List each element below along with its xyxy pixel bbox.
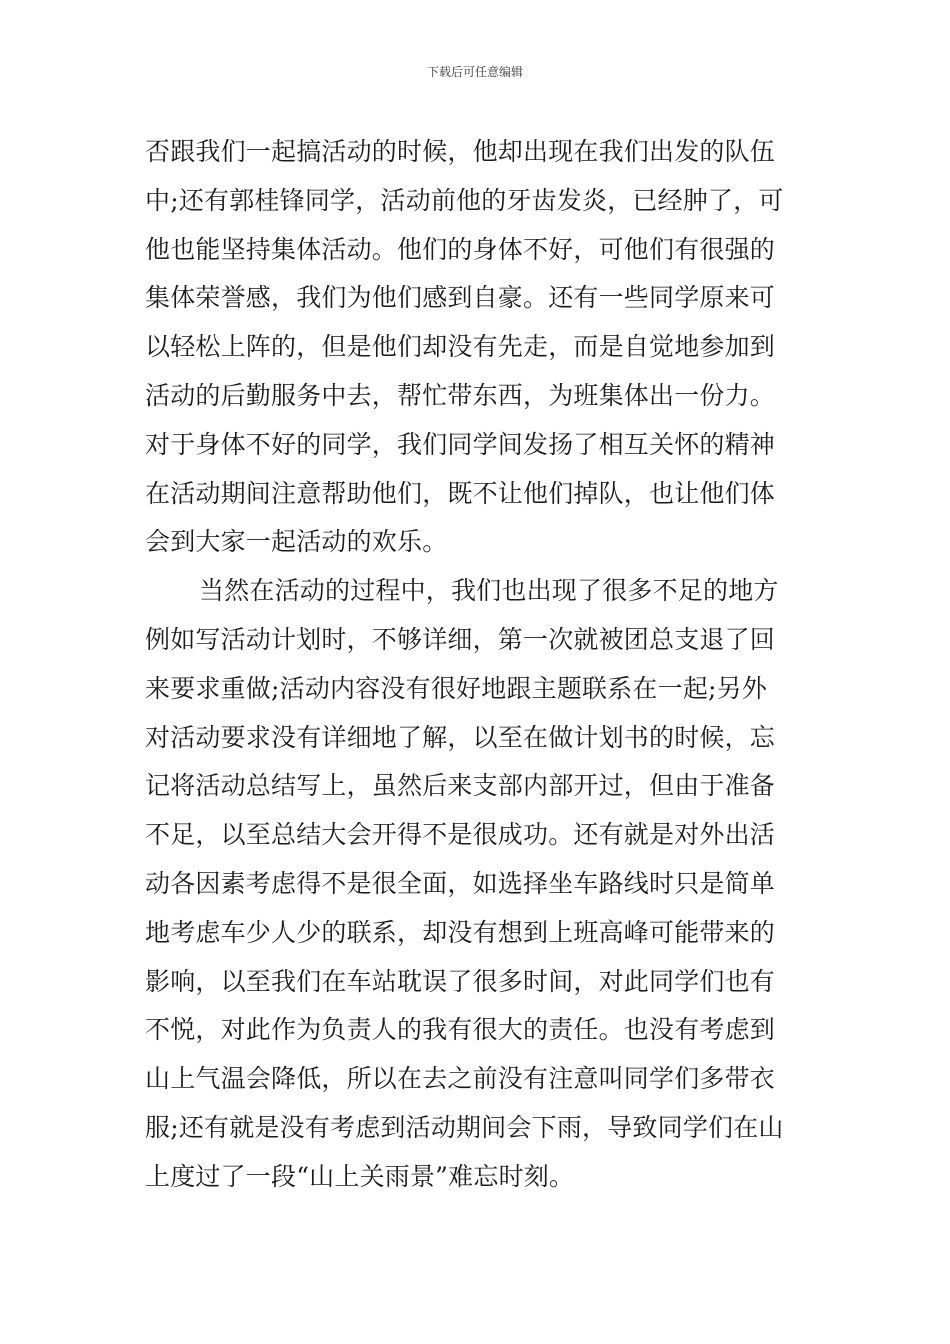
text-line: 在活动期间注意帮助他们，既不让他们掉队，也让他们体 bbox=[145, 478, 776, 508]
document-body bbox=[145, 128, 810, 1202]
text-line-indented: 当然在活动的过程中，我们也出现了很多不足的地方 bbox=[199, 576, 779, 606]
paragraph-1 bbox=[145, 128, 810, 567]
text-line: 活动的后勤服务中去，帮忙带东西，为班集体出一份力。 bbox=[145, 380, 776, 410]
text-line: 服;还有就是没有考虑到活动期间会下雨，导致同学们在山 bbox=[145, 1112, 784, 1142]
text-line: 山上气温会降低，所以在去之前没有注意叫同学们多带衣 bbox=[145, 1064, 776, 1094]
text-line: 不足，以至总结大会开得不是很成功。还有就是对外出活 bbox=[145, 820, 776, 850]
text-line: 地考虑车少人少的联系，却没有想到上班高峰可能带来的 bbox=[145, 917, 776, 947]
page-header: 下载后可任意编辑 bbox=[426, 65, 523, 79]
text-line: 不悦，对此作为负责人的我有很大的责任。也没有考虑到 bbox=[145, 1015, 776, 1045]
text-line: 动各因素考虑得不是很全面，如选择坐车路线时只是简单 bbox=[145, 868, 776, 898]
text-line: 上度过了一段“山上关雨景”难忘时刻。 bbox=[145, 1161, 575, 1191]
paragraph-2 bbox=[145, 567, 810, 1201]
text-line: 会到大家一起活动的欢乐。 bbox=[145, 527, 448, 557]
text-line: 影响，以至我们在车站耽误了很多时间，对此同学们也有 bbox=[145, 966, 776, 996]
text-line: 记将活动总结写上，虽然后来支部内部开过，但由于准备 bbox=[145, 771, 776, 801]
text-line: 对活动要求没有详细地了解，以至在做计划书的时候，忘 bbox=[145, 722, 776, 752]
text-line: 否跟我们一起搞活动的时候，他却出现在我们出发的队伍 bbox=[145, 137, 776, 166]
text-line: 中;还有郭桂锋同学，活动前他的牙齿发炎，已经肿了，可 bbox=[145, 185, 784, 215]
text-line: 集体荣誉感，我们为他们感到自豪。还有一些同学原来可 bbox=[145, 283, 776, 313]
text-line: 来要求重做;活动内容没有很好地跟主题联系在一起;另外 bbox=[145, 673, 768, 703]
text-line: 例如写活动计划时，不够详细，第一次就被团总支退了回 bbox=[145, 624, 776, 654]
text-line: 他也能坚持集体活动。他们的身体不好，可他们有很强的 bbox=[145, 234, 776, 264]
text-line: 以轻松上阵的，但是他们却没有先走，而是自觉地参加到 bbox=[145, 332, 776, 362]
text-line: 对于身体不好的同学，我们同学间发扬了相互关怀的精神 bbox=[145, 429, 776, 459]
